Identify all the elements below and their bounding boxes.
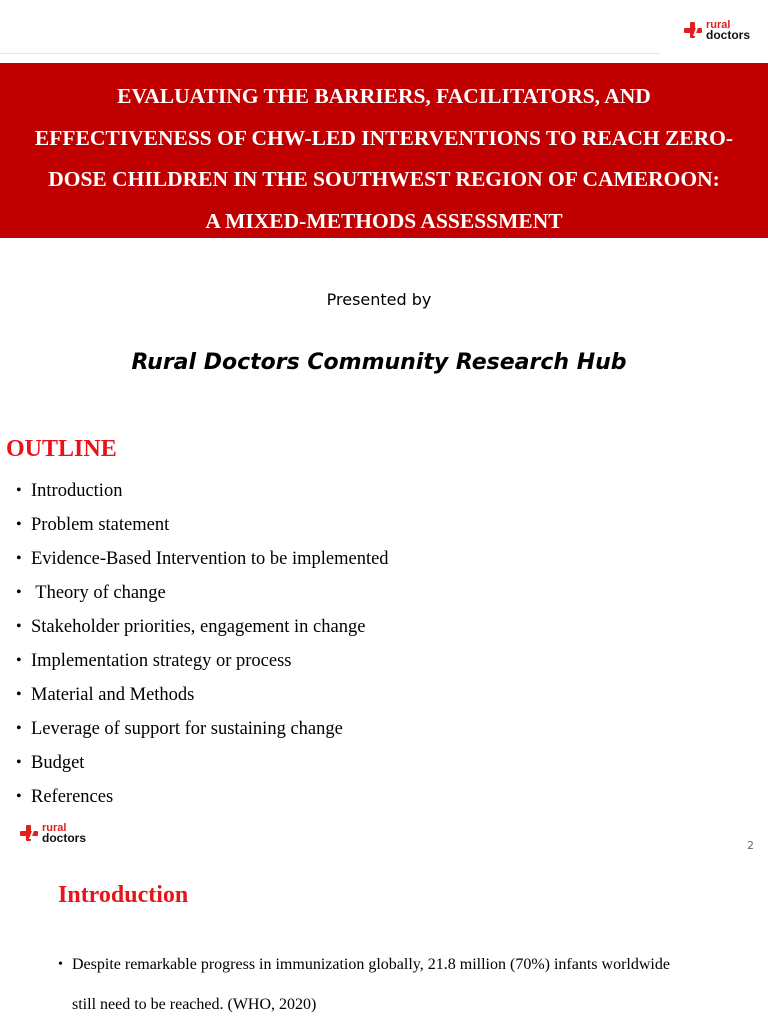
outline-item: • Evidence-Based Intervention to be implemented	[16, 546, 389, 580]
bullet-icon: •	[16, 720, 22, 737]
outline-item: • Stakeholder priorities, engagement in change	[16, 614, 389, 648]
bullet-icon: •	[58, 957, 63, 972]
title-line: EFFECTIVENESS OF CHW-LED INTERVENTIONS TO REACH ZERO-	[34, 125, 734, 150]
bullet-icon: •	[16, 550, 22, 567]
outline-item: • Budget	[16, 750, 389, 784]
logo-word-rural: rural	[706, 19, 731, 31]
outline-item: • Leverage of support for sustaining change	[16, 716, 389, 750]
bullet-icon: •	[16, 754, 22, 771]
rural-doctors-logo	[20, 823, 86, 843]
outline-item: • References	[16, 784, 389, 818]
introduction-heading: Introduction	[58, 882, 189, 908]
outline-item: • Theory of change	[16, 580, 389, 614]
organization-name: Rural Doctors Community Research Hub	[131, 350, 627, 375]
page-number: 2	[747, 839, 754, 852]
introduction-text-line: Despite remarkable progress in immunization globally, 21.8 million (70%) infants worldwide	[72, 956, 670, 973]
bullet-icon: •	[16, 788, 22, 805]
logo-word-doctors: doctors	[42, 831, 87, 845]
header-divider	[0, 53, 660, 54]
outline-item: • Problem statement	[16, 512, 389, 546]
bullet-icon: •	[16, 482, 22, 499]
presented-by-label: Presented by	[326, 290, 432, 309]
medical-cross-icon	[20, 824, 38, 842]
document-title	[0, 76, 768, 243]
logo-word-rural: rural	[42, 822, 67, 834]
title-line: EVALUATING THE BARRIERS, FACILITATORS, AND	[117, 84, 651, 108]
bullet-icon: •	[16, 618, 22, 635]
bullet-icon: •	[16, 584, 22, 601]
bullet-icon: •	[16, 516, 22, 533]
outline-item: • Material and Methods	[16, 682, 389, 716]
bullet-icon: •	[16, 686, 22, 703]
outline-heading: OUTLINE	[6, 436, 117, 462]
outline-item: • Introduction	[16, 478, 389, 512]
medical-cross-icon	[684, 21, 702, 39]
title-line: DOSE CHILDREN IN THE SOUTHWEST REGION OF CAMEROON:	[48, 167, 720, 192]
introduction-text-line: still need to be reached. (WHO, 2020)	[72, 996, 317, 1013]
title-line: A MIXED-METHODS ASSESSMENT	[205, 209, 563, 234]
bullet-icon: •	[16, 652, 22, 669]
outline-item: • Implementation strategy or process	[16, 648, 389, 682]
rural-doctors-logo	[684, 20, 750, 40]
outline-list	[16, 478, 389, 818]
logo-word-doctors: doctors	[706, 28, 751, 42]
